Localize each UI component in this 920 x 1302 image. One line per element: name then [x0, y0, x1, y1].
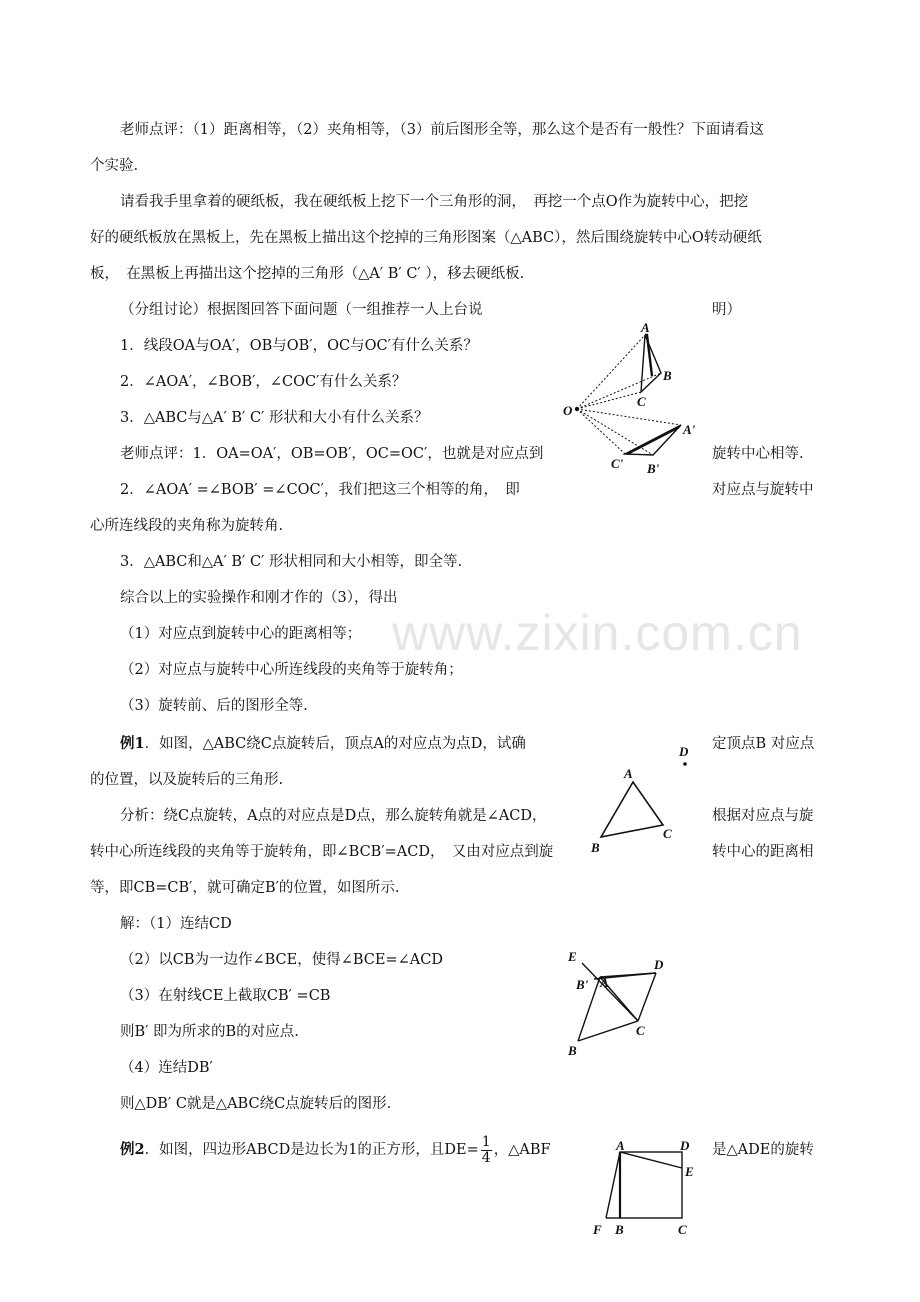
segment-bc [578, 1021, 638, 1041]
text-line: 综合以上的实验操作和刚才作的（3），得出 [120, 590, 398, 606]
text-line: 心所连线段的夹角称为旋转角. [90, 518, 284, 534]
figure-rotation-about-o [555, 318, 715, 478]
text-line: 则B′ 即为所求的B的对应点. [120, 1024, 299, 1040]
label-b: B [591, 840, 600, 855]
label-b: B [568, 1043, 577, 1058]
label-a: A [641, 320, 650, 335]
label-d: D [679, 744, 689, 759]
text-line: 3．△ABC和△A′ B′ C′ 形状相同和大小相等，即全等. [120, 554, 463, 570]
watermark: www.zixin.com.cn [392, 605, 803, 661]
text-line: 分析：绕C点旋转，A点的对应点是D点，那么旋转角就是∠ACD， [120, 808, 547, 824]
label-b-prime: B' [647, 461, 660, 476]
label-e: E [685, 1164, 694, 1179]
text-line: 旋转中心相等. [712, 446, 804, 462]
figure-example-1 [585, 740, 705, 855]
text-line: 好的硬纸板放在黑板上，先在黑板上描出这个挖掉的三角形图案（△ABC），然后围绕旋转中心O转动硬纸 [90, 230, 762, 246]
example-1-label: 例1 [120, 735, 145, 752]
label-a-prime: A' [683, 422, 696, 437]
text-line: 个实验. [90, 158, 139, 174]
text-line: 2．∠AOA′ =∠BOB′ =∠COC′，我们把这三个相等的角， 即 [120, 482, 520, 498]
text-line: （1）对应点到旋转中心的距离相等； [120, 626, 362, 642]
label-b: B [615, 1222, 624, 1237]
label-a: A [624, 766, 633, 781]
segment-af [606, 1152, 620, 1218]
text-line: 转中心所连线段的夹角等于旋转角，即∠BCB′=ACD， 又由对应点到旋 [90, 844, 554, 860]
fraction-numerator: 1 [481, 1133, 491, 1150]
label-f: F [593, 1222, 602, 1237]
text-line: 定顶点B 对应点 [712, 736, 815, 752]
label-d: D [654, 957, 664, 972]
example-1-line [120, 734, 526, 754]
label-a: A [600, 975, 609, 990]
center-point-o [575, 407, 579, 411]
text-line: （3）旋转前、后的图形全等. [120, 698, 308, 714]
label-b: B [663, 368, 672, 383]
text-line: 3．△ABC与△A′ B′ C′ 形状和大小有什么关系？ [120, 410, 429, 426]
figure-construction [560, 945, 700, 1060]
fraction [481, 1135, 492, 1166]
text-line: 的位置，以及旋转后的三角形. [90, 772, 284, 788]
triangle-a2b2c2-fill-edge [627, 427, 679, 454]
point-d [683, 762, 687, 766]
text-line: 明） [712, 302, 741, 318]
text-line: （3）在射线CE上截取CB′ =CB [120, 988, 331, 1004]
text-line: 是△ADE的旋转 [712, 1142, 814, 1158]
text-line: 转中心的距离相 [712, 844, 814, 860]
text-span: ，△ABF [493, 1142, 551, 1158]
example-2-label: 例2 [120, 1141, 145, 1158]
text-line: 根据对应点与旋 [712, 808, 814, 824]
text-line: 等，即CB=CB′，就可确定B′的位置，如图所示. [90, 880, 400, 896]
segment-ae [620, 1152, 682, 1168]
triangle-abc [601, 782, 663, 837]
text-span: ．如图，四边形ABCD是边长为1的正方形，且DE= [144, 1142, 479, 1158]
label-b-prime: B' [576, 977, 589, 992]
text-line: 老师点评：（1）距离相等，（2）夹角相等，（3）前后图形全等，那么这个是否有一般性？下面请看这 [120, 122, 764, 138]
text-line: 1．线段OA与OA′，OB与OB′，OC与OC′有什么关系？ [120, 338, 478, 354]
text-span: ．如图，△ABC绕C点旋转后，顶点A的对应点为点D，试确 [144, 736, 526, 752]
text-line: （分组讨论）根据图回答下面问题（一组推荐一人上台说 [120, 302, 483, 318]
text-line: 解：（1）连结CD [120, 916, 232, 932]
text-line: （2）对应点与旋转中心所连线段的夹角等于旋转角； [120, 662, 463, 678]
figure-square-abcd [588, 1140, 708, 1240]
label-o: O [563, 403, 573, 418]
text-line: （2）以CB为一边作∠BCE，使得∠BCE=∠ACD [120, 952, 443, 968]
example-2-line [120, 1130, 551, 1170]
label-c: C [663, 826, 672, 841]
label-c: C [636, 1023, 645, 1038]
label-d: D [680, 1138, 690, 1153]
text-line: 2．∠AOA′，∠BOB′，∠COC′有什么关系？ [120, 374, 407, 390]
text-line: （4）连结DB′ [120, 1060, 213, 1076]
label-e: E [568, 949, 577, 964]
text-line: 板， 在黑板上再描出这个挖掉的三角形（△A′ B′ C′ ），移去硬纸板. [90, 266, 525, 282]
label-c-prime: C' [611, 456, 624, 471]
segment-cd [638, 973, 656, 1021]
text-line: 对应点与旋转中 [712, 482, 814, 498]
square-abcd [620, 1152, 682, 1218]
triangle-abc-fill-edge [645, 335, 652, 376]
label-c: C [637, 394, 646, 409]
text-line: 老师点评：1．OA=OA′，OB=OB′，OC=OC′，也就是对应点到 [120, 446, 544, 462]
label-a: A [616, 1138, 625, 1153]
dotted-rays [577, 335, 681, 455]
text-line: 请看我手里拿着的硬纸板，我在硬纸板上挖下一个三角形的洞， 再挖一个点O作为旋转中心，把挖 [120, 194, 749, 210]
fraction-denominator: 4 [481, 1149, 491, 1166]
text-line: 则△DB′ C就是△ABC绕C点旋转后的图形. [120, 1096, 392, 1112]
label-c: C [678, 1222, 687, 1237]
